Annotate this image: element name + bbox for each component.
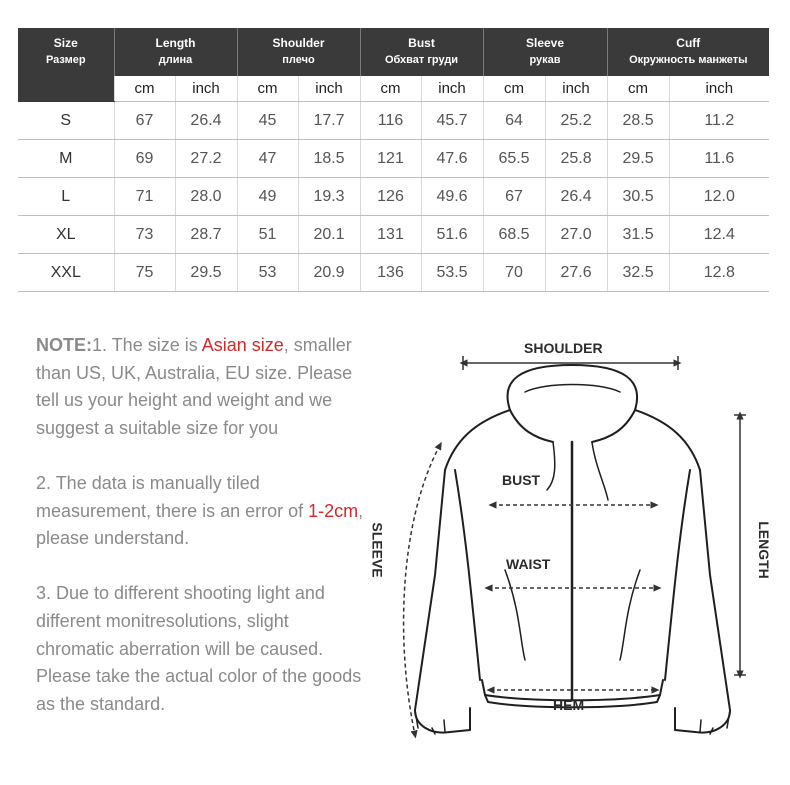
table-cell: 29.5 xyxy=(607,140,669,178)
table-cell: 53.5 xyxy=(421,254,483,292)
sleeve-header: Sleeve рукав xyxy=(483,28,607,76)
unit-inch: inch xyxy=(545,76,607,102)
table-row xyxy=(18,178,769,216)
table-cell: 121 xyxy=(360,140,421,178)
table-cell: 136 xyxy=(360,254,421,292)
table-cell: 12.4 xyxy=(669,216,769,254)
table-cell: 20.1 xyxy=(298,216,360,254)
length-label: LENGTH xyxy=(755,521,772,579)
error-range-highlight: 1-2cm xyxy=(308,500,359,521)
size-chart-table xyxy=(18,28,769,292)
size-note xyxy=(36,332,366,718)
table-cell: 49 xyxy=(237,178,298,216)
sleeve-label: SLEEVE xyxy=(369,522,386,578)
unit-inch: inch xyxy=(175,76,237,102)
hoodie-measurement-diagram xyxy=(360,330,790,785)
table-cell: 69 xyxy=(114,140,175,178)
table-cell: 27.0 xyxy=(545,216,607,254)
unit-inch: inch xyxy=(421,76,483,102)
note-paragraph-1: NOTE:1. The size is Asian size, smaller than US, UK, Australia, EU size. Please tell us your height and weight and we suggest a suitable size for you xyxy=(36,335,353,438)
table-cell: 126 xyxy=(360,178,421,216)
table-cell: 17.7 xyxy=(298,102,360,140)
table-cell: 51.6 xyxy=(421,216,483,254)
cuff-header: Cuff Окружность манжеты xyxy=(607,28,769,76)
hoodie-outline-illustration xyxy=(360,330,790,785)
table-cell: 12.0 xyxy=(669,178,769,216)
note-paragraph-2: 2. The data is manually tiled measurement, there is an error of 1-2cm, please understand. xyxy=(36,472,364,549)
table-cell: 45 xyxy=(237,102,298,140)
table-row xyxy=(18,216,769,254)
table-cell: 45.7 xyxy=(421,102,483,140)
table-cell: 27.6 xyxy=(545,254,607,292)
bust-header: Bust Обхват груди xyxy=(360,28,483,76)
table-cell: 64 xyxy=(483,102,545,140)
table-cell: 49.6 xyxy=(421,178,483,216)
asian-size-highlight: Asian size xyxy=(201,335,284,355)
unit-cm: cm xyxy=(360,76,421,102)
size-header: Size Размер xyxy=(18,28,114,76)
table-cell: 67 xyxy=(483,178,545,216)
table-cell: 29.5 xyxy=(175,254,237,292)
table-cell: 27.2 xyxy=(175,140,237,178)
table-cell: 12.8 xyxy=(669,254,769,292)
table-cell: 71 xyxy=(114,178,175,216)
table-cell: 70 xyxy=(483,254,545,292)
size-cell: S xyxy=(18,102,114,140)
table-cell: 18.5 xyxy=(298,140,360,178)
table-cell: 28.0 xyxy=(175,178,237,216)
table-cell: 31.5 xyxy=(607,216,669,254)
table-cell: 47.6 xyxy=(421,140,483,178)
shoulder-header: Shoulder плечо xyxy=(237,28,360,76)
table-cell: 75 xyxy=(114,254,175,292)
unit-cm: cm xyxy=(114,76,175,102)
table-cell: 19.3 xyxy=(298,178,360,216)
unit-inch: inch xyxy=(669,76,769,102)
size-cell: M xyxy=(18,140,114,178)
table-cell: 32.5 xyxy=(607,254,669,292)
size-header-filler xyxy=(18,76,114,102)
table-cell: 131 xyxy=(360,216,421,254)
table-cell: 26.4 xyxy=(175,102,237,140)
table-cell: 65.5 xyxy=(483,140,545,178)
table-row xyxy=(18,102,769,140)
table-cell: 116 xyxy=(360,102,421,140)
length-header: Length длина xyxy=(114,28,237,76)
table-cell: 28.7 xyxy=(175,216,237,254)
size-cell: XXL xyxy=(18,254,114,292)
table-cell: 73 xyxy=(114,216,175,254)
table-cell: 67 xyxy=(114,102,175,140)
waist-label: WAIST xyxy=(506,556,551,572)
table-header-row xyxy=(18,28,769,76)
table-cell: 11.6 xyxy=(669,140,769,178)
unit-row xyxy=(18,76,769,102)
table-cell: 28.5 xyxy=(607,102,669,140)
table-row xyxy=(18,140,769,178)
table-cell: 26.4 xyxy=(545,178,607,216)
note-paragraph-3: 3. Due to different shooting light and different monitresolutions, slight chromatic aberration will be caused. Please take the actual color of the goods as the standard. xyxy=(36,583,362,714)
table-cell: 68.5 xyxy=(483,216,545,254)
table-cell: 25.2 xyxy=(545,102,607,140)
table-cell: 20.9 xyxy=(298,254,360,292)
table-cell: 11.2 xyxy=(669,102,769,140)
unit-cm: cm xyxy=(607,76,669,102)
table-cell: 47 xyxy=(237,140,298,178)
unit-inch: inch xyxy=(298,76,360,102)
table-cell: 25.8 xyxy=(545,140,607,178)
table-cell: 51 xyxy=(237,216,298,254)
table-row xyxy=(18,254,769,292)
size-cell: XL xyxy=(18,216,114,254)
table-cell: 53 xyxy=(237,254,298,292)
unit-cm: cm xyxy=(237,76,298,102)
shoulder-label: SHOULDER xyxy=(524,340,603,356)
table-cell: 30.5 xyxy=(607,178,669,216)
size-cell: L xyxy=(18,178,114,216)
hem-label: HEM xyxy=(553,697,585,713)
bust-label: BUST xyxy=(502,472,541,488)
note-heading: NOTE: xyxy=(36,335,92,355)
unit-cm: cm xyxy=(483,76,545,102)
